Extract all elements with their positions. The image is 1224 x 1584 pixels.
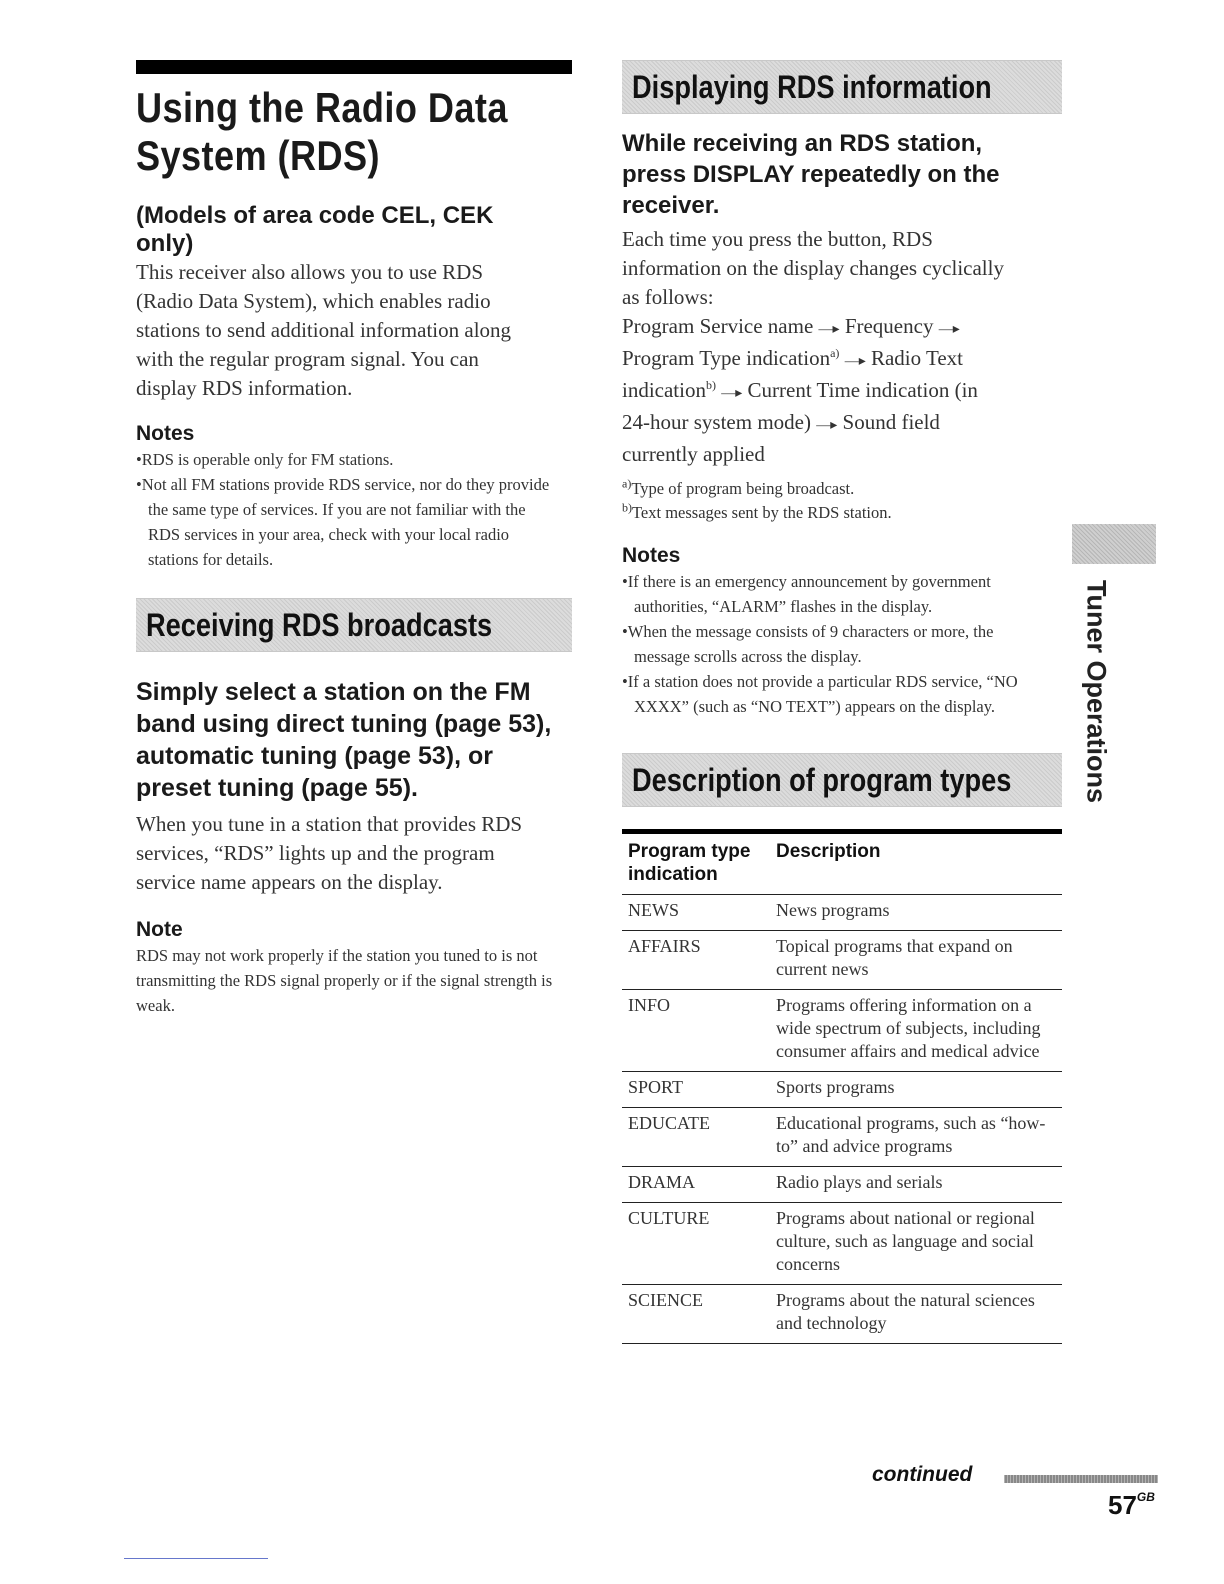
footnote-a — [622, 477, 1062, 501]
each-time-line: information on the display changes cyclically — [622, 256, 1004, 280]
notes-list — [136, 447, 556, 572]
note-item: • Not all FM stations provide RDS service, nor do they provide the same type of services. If you are not familiar with the RDS services in your area, check with your local radio stations for details. — [136, 472, 556, 572]
display-cycle-paragraph — [622, 225, 1062, 469]
select-heading-line: automatic tuning (page 53), or — [136, 742, 493, 770]
intro-line: This receiver also allows you to use RDS — [136, 260, 484, 284]
display-heading-line: receiver. — [622, 192, 720, 219]
arrow-right-icon: —▸ — [938, 322, 960, 337]
notes-title: Notes — [622, 544, 681, 567]
page-number — [1108, 1490, 1155, 1521]
arrow-right-icon: —▸ — [818, 322, 840, 337]
displaying-rds-banner — [622, 60, 1062, 114]
note-text: RDS may not work properly if the station you tuned to is not transmitting the RDS signal properly or if the signal strength is weak. — [136, 946, 553, 1015]
receiving-rds-banner-title: Receiving RDS broadcasts — [146, 607, 493, 643]
cycle-sound-field: Sound field — [842, 410, 940, 434]
intro-line: display RDS information. — [136, 376, 353, 400]
cycle-frequency: Frequency — [844, 314, 934, 338]
cycle-radio-text-cont: indication — [622, 378, 706, 402]
table-row — [622, 1285, 1062, 1344]
cycle-program-service: Program Service name — [622, 314, 814, 338]
arrow-right-icon: —▸ — [844, 354, 866, 369]
program-type-cell: NEWS — [622, 895, 770, 931]
receiving-rds-banner — [136, 598, 572, 652]
description-cell: Topical programs that expand on current news — [770, 931, 1062, 990]
page-title-line: System (RDS) — [136, 132, 381, 179]
select-station-heading — [136, 676, 572, 804]
display-heading-line: press DISPLAY repeatedly on the — [622, 161, 1000, 188]
tune-line: service name appears on the display. — [136, 870, 443, 894]
cycle-line — [622, 408, 1062, 440]
section-tab-label: Tuner Operations — [1081, 580, 1112, 804]
table-header-description: Description — [770, 832, 1062, 895]
title-top-rule — [136, 60, 572, 74]
table-row — [622, 895, 1062, 931]
intro-line: with the regular program signal. You can — [136, 347, 479, 371]
program-types-table — [622, 829, 1062, 1344]
page-title-line: Using the Radio Data — [136, 84, 508, 131]
footnotes — [622, 477, 1062, 525]
select-heading-line: Simply select a station on the FM — [136, 678, 531, 706]
description-cell: Programs about the natural sciences and technology — [770, 1285, 1062, 1344]
cycle-radio-text: Radio Text — [870, 346, 964, 370]
display-heading — [622, 128, 1062, 221]
description-cell: News programs — [770, 895, 1062, 931]
select-heading-line: preset tuning (page 55). — [136, 774, 418, 802]
table-row — [622, 990, 1062, 1072]
section-tab-marker — [1072, 524, 1156, 564]
description-program-types-banner — [622, 753, 1062, 807]
cycle-line — [622, 440, 1062, 469]
notes-list — [622, 569, 1042, 719]
program-type-cell: SCIENCE — [622, 1285, 770, 1344]
footnote-b-marker: b) — [622, 500, 632, 515]
intro-line: (Radio Data System), which enables radio — [136, 289, 491, 313]
note-item: • When the message consists of 9 characters or more, the message scrolls across the display. — [622, 619, 1042, 669]
cycle-line — [622, 344, 1062, 376]
footnote-a-marker: a) — [622, 476, 632, 491]
header-line: indication — [628, 864, 718, 885]
tune-line: When you tune in a station that provides RDS — [136, 812, 523, 836]
program-type-cell: INFO — [622, 990, 770, 1072]
tune-paragraph — [136, 810, 572, 897]
intro-paragraph — [136, 258, 572, 403]
cycle-sound-field-cont: currently applied — [622, 442, 765, 466]
bottom-rule — [124, 1558, 268, 1559]
table-header-row — [622, 832, 1062, 895]
program-type-cell: CULTURE — [622, 1203, 770, 1285]
each-time-line: as follows: — [622, 285, 714, 309]
continued-label: continued — [872, 1463, 973, 1486]
models-heading-line: (Models of area code CEL, CEK — [136, 202, 494, 229]
cycle-current-time: Current Time indication (in — [747, 378, 978, 402]
note-item: • If there is an emergency announcement by government authorities, “ALARM” flashes in the display. — [622, 569, 1042, 619]
page-number-value: 57 — [1108, 1490, 1137, 1520]
cycle-line — [622, 312, 1062, 344]
continued-bar — [1004, 1475, 1158, 1483]
table-row — [622, 1072, 1062, 1108]
description-banner-title: Description of program types — [632, 762, 1012, 798]
table-header-program-type — [622, 832, 770, 895]
right-column — [622, 60, 1062, 1344]
program-type-cell: DRAMA — [622, 1167, 770, 1203]
each-time-line: Each time you press the button, RDS — [622, 227, 933, 251]
left-column — [136, 60, 572, 1018]
table-row — [622, 931, 1062, 990]
footnote-marker: b) — [705, 378, 716, 392]
program-type-cell: AFFAIRS — [622, 931, 770, 990]
cycle-program-type: Program Type indication — [622, 346, 831, 370]
cycle-line — [622, 376, 1062, 408]
program-type-cell: SPORT — [622, 1072, 770, 1108]
intro-line: stations to send additional information along — [136, 318, 512, 342]
arrow-right-icon: —▸ — [721, 386, 743, 401]
models-heading — [136, 202, 572, 258]
note-item: • RDS is operable only for FM stations. — [136, 447, 556, 472]
header-line: Program type — [628, 841, 751, 862]
description-cell: Educational programs, such as “how-to” and advice programs — [770, 1108, 1062, 1167]
description-cell: Radio plays and serials — [770, 1167, 1062, 1203]
section-tab — [1076, 580, 1116, 804]
footnote-b — [622, 501, 1062, 525]
table-row — [622, 1203, 1062, 1285]
footnote-b-text: Text messages sent by the RDS station. — [632, 503, 892, 522]
notes-title: Notes — [136, 422, 195, 445]
cycle-current-time-cont: 24-hour system mode) — [622, 410, 811, 434]
page-title — [136, 84, 575, 180]
note-title: Note — [136, 918, 183, 941]
continued-indicator — [872, 1463, 1162, 1493]
table-row — [622, 1167, 1062, 1203]
description-cell: Programs offering information on a wide spectrum of subjects, including consumer affairs and medical advice — [770, 990, 1062, 1072]
display-heading-line: While receiving an RDS station, — [622, 130, 983, 157]
table-row — [622, 1108, 1062, 1167]
note-item: • If a station does not provide a particular RDS service, “NO XXXX” (such as “NO TEXT”) appears on the display. — [622, 669, 1042, 719]
program-type-cell: EDUCATE — [622, 1108, 770, 1167]
footnote-marker: a) — [830, 346, 840, 360]
arrow-right-icon: —▸ — [816, 418, 838, 433]
page-number-suffix: GB — [1136, 1490, 1155, 1504]
select-heading-line: band using direct tuning (page 53), — [136, 710, 552, 738]
tune-line: services, “RDS” lights up and the program — [136, 841, 495, 865]
models-heading-line: only) — [136, 230, 194, 257]
description-cell: Programs about national or regional culture, such as language and social concerns — [770, 1203, 1062, 1285]
displaying-rds-banner-title: Displaying RDS information — [632, 69, 992, 105]
description-cell: Sports programs — [770, 1072, 1062, 1108]
footnote-a-text: Type of program being broadcast. — [631, 479, 855, 498]
